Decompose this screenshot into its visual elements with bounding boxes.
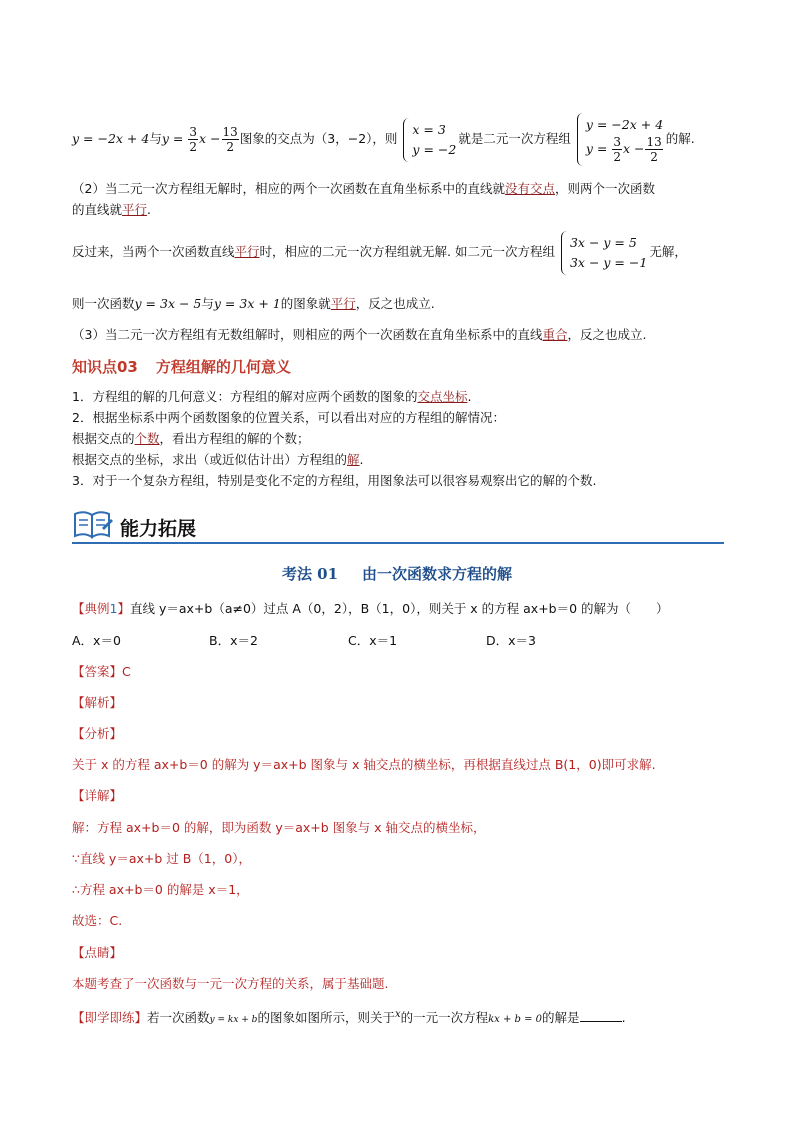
equation-system xyxy=(577,115,664,164)
option-a xyxy=(72,632,121,650)
intersection-paragraph xyxy=(72,110,695,168)
system-row: y = −2 xyxy=(412,141,457,157)
analysis-tag xyxy=(72,694,122,712)
example-tag-close: 】 xyxy=(117,601,130,616)
brace-icon xyxy=(561,231,569,275)
comment-tag xyxy=(72,944,122,962)
detail-line-2 xyxy=(72,850,251,868)
example-text: 直线 y＝ax+b（a≠0）过点 A（0，2），B（1，0），则关于 x 的方程 ax+b＝0 的解为（ ） xyxy=(129,601,669,616)
text: 无解， xyxy=(649,244,687,259)
text: 时，相应的二元一次方程组就无解. 如二元一次方程组 xyxy=(259,244,555,259)
text: 根据交点的 xyxy=(72,431,135,446)
tag: 【解析】 xyxy=(72,695,123,710)
function-eq-2-mid: x − xyxy=(199,131,221,146)
example-question xyxy=(72,600,669,618)
text: 解：方程 ax+b＝0 的解，即为函数 y＝ax+b 图象与 x 轴交点的横坐标， xyxy=(72,820,486,835)
fenxi-text xyxy=(72,756,656,774)
text: 2．根据坐标系中两个函数图象的位置关系，可以看出对应的方程组的解情况： xyxy=(72,410,505,425)
solution-system xyxy=(403,120,456,160)
text: （2）当二元一次方程组无解时，相应的两个一次函数在直角坐标系中的直线就 xyxy=(72,181,505,196)
fraction-denominator: 2 xyxy=(226,140,234,154)
fraction-denominator: 2 xyxy=(613,150,621,164)
tag: 【点睛】 xyxy=(72,945,123,960)
text: 的图象如图所示，则关于 xyxy=(257,1010,395,1026)
section-title: 能力拓展 xyxy=(120,518,197,540)
answer-tag: 【答案】 xyxy=(72,664,123,679)
brace-icon xyxy=(577,113,585,166)
underlined-term: 平行 xyxy=(330,296,356,311)
connector: 与 xyxy=(149,131,162,146)
book-icon xyxy=(72,508,114,540)
option-text: A．x＝0 xyxy=(72,633,121,648)
fraction-numerator: 13 xyxy=(646,135,662,149)
text: 的图象就 xyxy=(280,296,331,311)
solution-text: 的解. xyxy=(665,131,695,146)
text: 的解是 xyxy=(542,1010,580,1026)
equation-system-parallel xyxy=(561,233,647,273)
knowledge-point-label: 知识点03 xyxy=(72,358,138,376)
knowledge-point-title: 方程组解的几何意义 xyxy=(155,358,291,376)
equation: kx + b = 0 xyxy=(488,1014,543,1026)
system-row-mid: x − xyxy=(622,141,645,156)
answer-line xyxy=(72,663,131,681)
no-solution-paragraph xyxy=(72,180,655,198)
function-eq: y = 3x − 5 xyxy=(134,296,202,311)
option-b xyxy=(209,632,258,650)
tag: 【分析】 xyxy=(72,726,123,741)
kp-line-1 xyxy=(72,388,471,406)
option-text: B．x＝2 xyxy=(209,633,258,648)
kp-line-5 xyxy=(72,472,596,490)
text: 与 xyxy=(201,296,214,311)
fraction-numerator: 13 xyxy=(222,125,238,139)
system-text: 就是二元一次方程组 xyxy=(458,131,571,146)
underlined-term: 没有交点 xyxy=(504,181,555,196)
no-solution-paragraph-cont xyxy=(72,201,151,219)
converse-paragraph xyxy=(72,228,687,276)
text: 若一次函数 xyxy=(147,1010,210,1026)
detail-line-3 xyxy=(72,881,249,899)
underlined-term: 平行 xyxy=(122,202,148,217)
intersection-text: 图象的交点为（3，−2），则 xyxy=(239,131,398,146)
fraction-numerator: 3 xyxy=(189,125,197,139)
system-row-prefix: y = xyxy=(585,141,608,156)
method-label: 考法 01 xyxy=(281,565,339,583)
detail-line-1 xyxy=(72,819,486,837)
text: 关于 x 的方程 ax+b＝0 的解为 y＝ax+b 图象与 x 轴交点的横坐标，再根据直线过点 B(1，0)即可求解. xyxy=(72,757,656,772)
practice-question xyxy=(72,1006,626,1029)
fraction-denominator: 2 xyxy=(650,150,658,164)
option-c xyxy=(348,632,397,650)
example-tag: 【典例 xyxy=(72,601,110,616)
text: . xyxy=(467,389,472,404)
text: ，反之也成立. xyxy=(355,296,435,311)
function-eq: y = kx + b xyxy=(209,1015,258,1026)
practice-tag: 【即学即练】 xyxy=(72,1010,148,1026)
underlined-term: 个数 xyxy=(134,431,160,446)
text: 3．对于一个复杂方程组，特别是变化不定的方程组，用图象法可以很容易观察出它的解的个数. xyxy=(72,473,597,488)
answer-value: C xyxy=(122,664,131,679)
fraction-3-2 xyxy=(188,125,198,154)
text: 根据交点的坐标，求出（或近似估计出）方程组的 xyxy=(72,452,348,467)
text: ，看出方程组的解的个数； xyxy=(159,431,310,446)
knowledge-point-heading xyxy=(72,356,309,377)
text: . xyxy=(359,452,364,467)
text: 本题考查了一次函数与一元一次方程的关系，属于基础题. xyxy=(72,976,389,991)
example-number: 1 xyxy=(109,601,118,616)
method-heading xyxy=(0,563,794,584)
brace-icon xyxy=(403,118,411,162)
system-row: x = 3 xyxy=(412,121,446,137)
text: . xyxy=(621,1010,626,1026)
text: 反过来，当两个一次函数直线 xyxy=(72,244,235,259)
text: ，反之也成立. xyxy=(567,327,647,342)
underlined-term: 重合 xyxy=(542,327,568,342)
comment-text xyxy=(72,975,388,993)
text: （3）当二元一次方程组有无数组解时，则相应的两个一次函数在直角坐标系中的直线 xyxy=(72,327,543,342)
text: ∵直线 y＝ax+b 过 B（1，0）， xyxy=(72,851,251,866)
function-eq: y = 3x + 1 xyxy=(213,296,281,311)
option-text: D．x＝3 xyxy=(486,633,536,648)
parallel-example xyxy=(72,295,435,313)
fraction-numerator: 3 xyxy=(613,135,621,149)
tag: 【详解】 xyxy=(72,788,123,803)
text: 1．方程组的解的几何意义：方程组的解对应两个函数的图象的 xyxy=(72,389,418,404)
text: 的直线就 xyxy=(72,202,123,217)
answer-blank[interactable] xyxy=(580,1009,622,1022)
infinite-solutions-paragraph xyxy=(72,326,646,344)
variable-x: x xyxy=(394,1009,401,1020)
system-row: 3x − y = 5 xyxy=(569,234,637,250)
fenxi-tag xyxy=(72,725,122,743)
method-title: 由一次函数求方程的解 xyxy=(362,565,513,583)
system-row: 3x − y = −1 xyxy=(569,254,648,270)
function-eq-2-prefix: y = xyxy=(161,131,184,146)
fraction-13-2 xyxy=(222,125,239,154)
text: 则一次函数 xyxy=(72,296,135,311)
underlined-term: 解 xyxy=(347,452,360,467)
kp-line-4 xyxy=(72,451,364,469)
detail-tag xyxy=(72,787,122,805)
detail-line-4 xyxy=(72,912,122,930)
fraction-denominator: 2 xyxy=(189,140,197,154)
option-text: C．x＝1 xyxy=(348,633,398,648)
system-row: y = −2x + 4 xyxy=(585,117,664,132)
text: 故选：C. xyxy=(72,913,123,928)
text: 的一元一次方程 xyxy=(400,1010,489,1026)
text: ∴方程 ax+b＝0 的解是 x＝1， xyxy=(72,882,249,897)
kp-line-2 xyxy=(72,409,505,427)
kp-line-3 xyxy=(72,430,310,448)
underlined-term: 交点坐标 xyxy=(417,389,468,404)
text: . xyxy=(147,202,152,217)
function-eq-1: y = −2x + 4 xyxy=(72,131,150,146)
underlined-term: 平行 xyxy=(234,244,260,259)
section-header xyxy=(72,508,724,544)
text: ，则两个一次函数 xyxy=(554,181,655,196)
option-d xyxy=(486,632,536,650)
